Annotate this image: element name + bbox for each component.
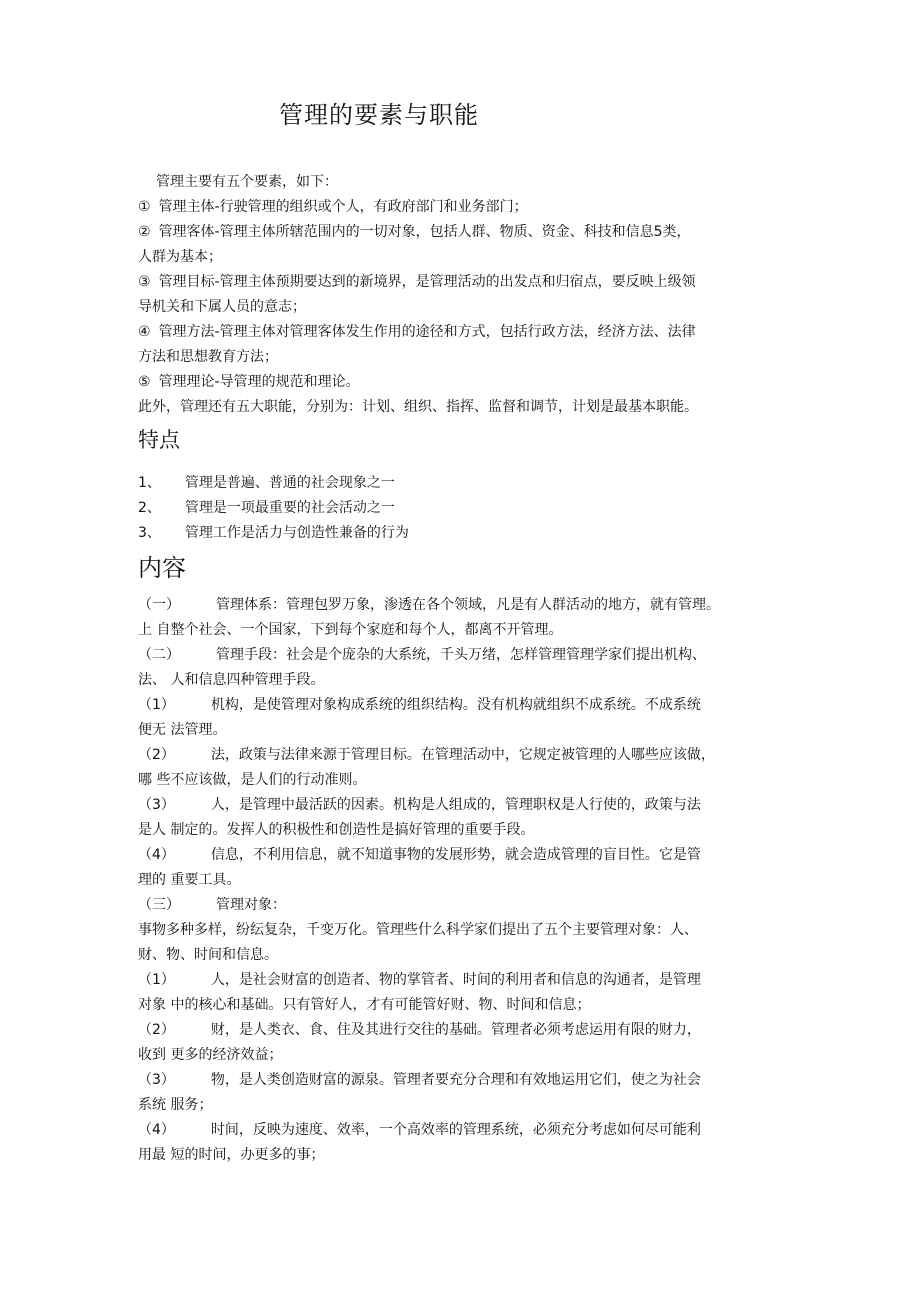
content-item-first-line — [138, 743, 798, 768]
feature-number: 3、 — [138, 525, 161, 541]
element-line — [138, 345, 798, 370]
feature-number: 1、 — [138, 475, 161, 491]
content-continuation: 便无 法管理。 — [138, 722, 227, 738]
content-item-first-line — [138, 643, 798, 668]
content-continuation: 理的 重要工具。 — [138, 872, 241, 888]
content-number: （3） — [138, 797, 175, 813]
element-text: 人群为基本； — [138, 249, 222, 265]
content-text: 人，是管理中最活跃的因素。机构是人组成的，管理职权是人行使的，政策与法 — [210, 797, 701, 813]
functions-text: 此外，管理还有五大职能，分别为：计划、组织、指挥、监督和调节，计划是最基本职能。 — [138, 399, 698, 415]
content-item-first-line — [138, 843, 798, 868]
content-item-first-line — [138, 968, 798, 993]
content-list — [138, 593, 798, 1168]
element-line — [138, 245, 798, 270]
element-line — [138, 370, 798, 395]
feature-item — [138, 471, 798, 496]
feature-number: 2、 — [138, 500, 161, 516]
content-item-first-line — [138, 1018, 798, 1043]
content-number: （三） — [138, 897, 180, 913]
content-text: 信息，不利用信息，就不知道事物的发展形势，就会造成管理的盲目性。它是管 — [210, 847, 701, 863]
element-text: 导机关和下属人员的意志； — [138, 299, 306, 315]
content-continuation: 法、 人和信息四种管理手段。 — [138, 672, 325, 688]
content-number: （1） — [138, 697, 175, 713]
element-text: 管理理论-导管理的规范和理论。 — [158, 374, 360, 390]
features-heading: 特点 — [138, 428, 180, 452]
content-text: 管理体系：管理包罗万象，渗透在各个领域，凡是有人群活动的地方，就有管理。 — [216, 597, 720, 613]
elements-section — [138, 170, 798, 420]
feature-text: 管理是普遍、普通的社会现象之一 — [184, 475, 395, 491]
content-number: （4） — [138, 847, 175, 863]
content-number: （4） — [138, 1122, 175, 1138]
content-continuation: 事物多种多样，纷纭复杂，千变万化。管理些什么科学家们提出了五个主要管理对象：人、 — [138, 922, 698, 938]
element-text: 管理客体-管理主体所辖范围内的一切对象，包括人群、物质、资金、科技和信息5类， — [158, 224, 691, 240]
element-line — [138, 220, 798, 245]
content-continuation: 系统 服务； — [138, 1097, 213, 1113]
page-title: 管理的要素与职能 — [279, 101, 479, 129]
content-number: （一） — [138, 597, 180, 613]
element-marker: ② — [138, 224, 151, 240]
element-marker: ③ — [138, 274, 151, 290]
element-line — [138, 320, 798, 345]
content-text: 机构，是使管理对象构成系统的组织结构。没有机构就组织不成系统。不成系统 — [210, 697, 701, 713]
content-text: 管理对象： — [216, 897, 286, 913]
element-line — [138, 195, 798, 220]
content-continuation: 收到 更多的经济效益； — [138, 1047, 283, 1063]
element-marker: ① — [138, 199, 151, 215]
element-marker: ④ — [138, 324, 151, 340]
content-continuation: 哪 些不应该做，是人们的行动准则。 — [138, 772, 367, 788]
element-text: 方法和思想教育方法； — [138, 349, 278, 365]
content-continuation: 上 自整个社会、一个国家，下到每个家庭和每个人，都离不开管理。 — [138, 622, 563, 638]
content-number: （2） — [138, 1022, 175, 1038]
content-item-first-line — [138, 1068, 798, 1093]
feature-text: 管理工作是活力与创造性兼备的行为 — [184, 525, 409, 541]
element-line — [138, 295, 798, 320]
content-text: 人，是社会财富的创造者、物的掌管者、时间的利用者和信息的沟通者，是管理 — [210, 972, 701, 988]
content-item-first-line — [138, 693, 798, 718]
content-heading: 内容 — [138, 554, 186, 582]
intro-text: 管理主要有五个要素，如下： — [156, 174, 338, 190]
element-text: 管理主体-行驶管理的组织或个人，有政府部门和业务部门； — [158, 199, 528, 215]
feature-item — [138, 521, 798, 546]
content-item-first-line — [138, 1118, 798, 1143]
content-continuation: 用最 短的时间，办更多的事； — [138, 1147, 325, 1163]
content-text: 时间，反映为速度、效率，一个高效率的管理系统，必须充分考虑如何尽可能利 — [210, 1122, 701, 1138]
content-text: 物，是人类创造财富的源泉。管理者要充分合理和有效地运用它们，使之为社会 — [210, 1072, 701, 1088]
feature-item — [138, 496, 798, 521]
content-number: （2） — [138, 747, 175, 763]
content-text: 财，是人类衣、食、住及其进行交往的基础。管理者必须考虑运用有限的财力， — [210, 1022, 701, 1038]
content-item-first-line — [138, 893, 798, 918]
element-text: 管理方法-管理主体对管理客体发生作用的途径和方式，包括行政方法，经济方法、法律 — [158, 324, 696, 340]
content-continuation: 对象 中的核心和基础。只有管好人，才有可能管好财、物、时间和信息； — [138, 997, 591, 1013]
element-text: 管理目标-管理主体预期要达到的新境界，是管理活动的出发点和归宿点，要反映上级领 — [158, 274, 696, 290]
content-item-first-line — [138, 593, 798, 618]
features-list — [138, 471, 798, 546]
element-line — [138, 270, 798, 295]
content-number: （二） — [138, 647, 180, 663]
content-continuation: 是人 制定的。发挥人的积极性和创造性是搞好管理的重要手段。 — [138, 822, 535, 838]
content-number: （3） — [138, 1072, 175, 1088]
content-text: 管理手段：社会是个庞杂的大系统，千头万绪，怎样管理管理学家们提出机构、 — [216, 647, 706, 663]
content-text: 法，政策与法律来源于管理目标。在管理活动中，它规定被管理的人哪些应该做， — [210, 747, 715, 763]
content-item-first-line — [138, 793, 798, 818]
element-marker: ⑤ — [138, 374, 151, 390]
content-continuation: 财、物、时间和信息。 — [138, 947, 278, 963]
elements-list — [138, 195, 798, 395]
feature-text: 管理是一项最重要的社会活动之一 — [184, 500, 395, 516]
content-number: （1） — [138, 972, 175, 988]
